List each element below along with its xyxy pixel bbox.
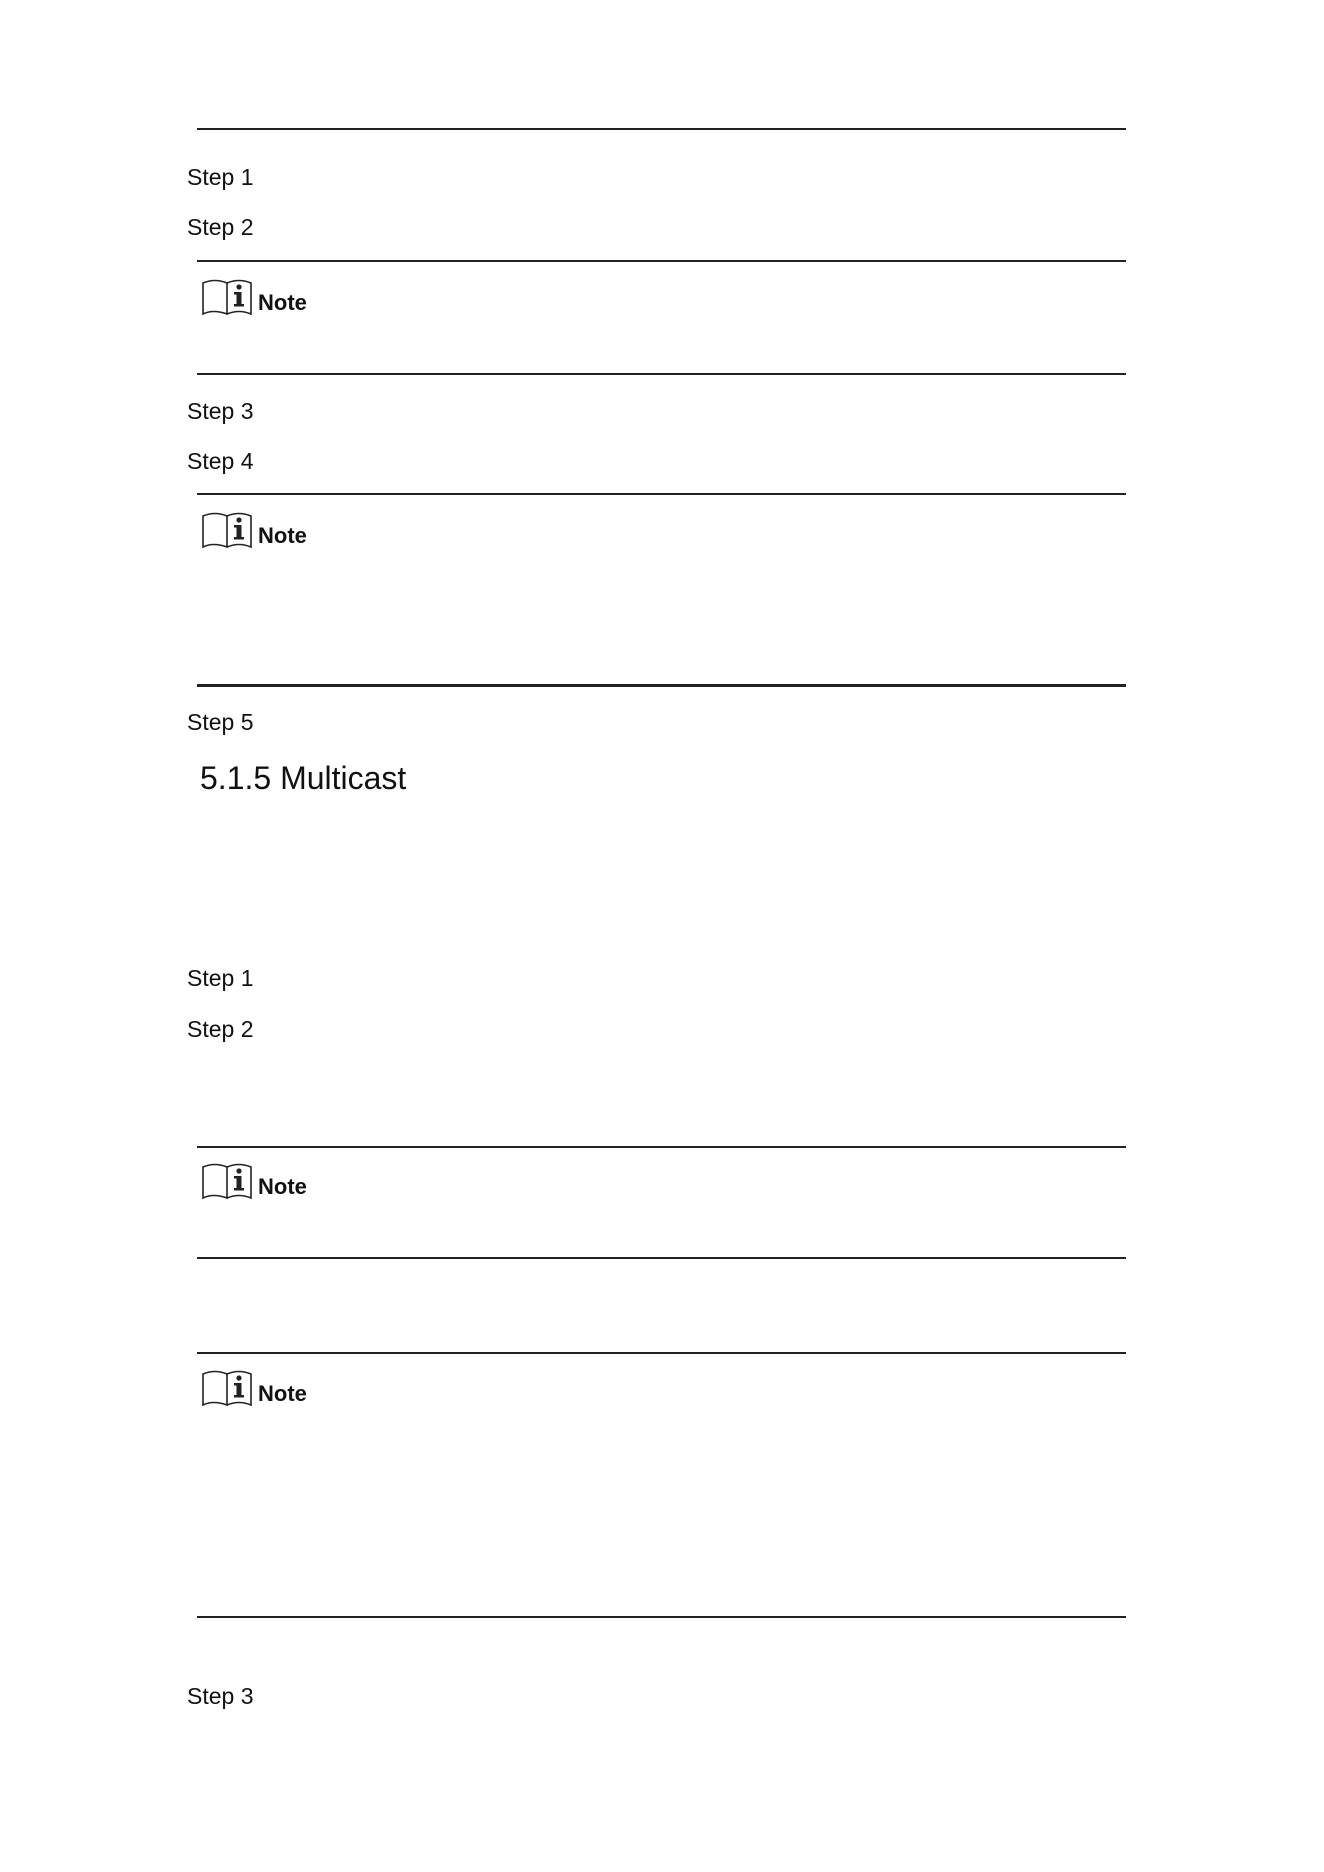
note-3-top-rule [197, 1146, 1126, 1148]
note-2-top-rule [197, 493, 1126, 495]
note-book-info-icon [201, 1161, 256, 1201]
note-1-label: Note [258, 290, 307, 315]
note-2-header [201, 510, 307, 550]
multicast-step-2-label: Step 2 [187, 1016, 254, 1042]
section-heading: 5.1.5 Multicast [200, 760, 407, 796]
note-book-info-icon [201, 1368, 256, 1408]
note-4-header [201, 1368, 307, 1408]
note-4-bottom-rule [197, 1616, 1126, 1618]
note-3-label: Note [258, 1174, 307, 1199]
multicast-step-1-label: Step 1 [187, 965, 254, 991]
note-2-label: Note [258, 523, 307, 548]
note-2-bottom-rule [197, 684, 1126, 687]
divider-top [197, 128, 1126, 130]
note-4-top-rule [197, 1352, 1126, 1354]
step-5-label: Step 5 [187, 709, 254, 735]
step-2-label: Step 2 [187, 214, 254, 240]
multicast-step-3-label: Step 3 [187, 1683, 254, 1709]
note-book-info-icon [201, 510, 256, 550]
note-1-header [201, 277, 307, 317]
note-3-bottom-rule [197, 1257, 1126, 1259]
step-3-label: Step 3 [187, 398, 254, 424]
step-4-label: Step 4 [187, 448, 254, 474]
note-3-header [201, 1161, 307, 1201]
note-1-bottom-rule [197, 373, 1126, 375]
step-1-label: Step 1 [187, 164, 254, 190]
note-4-label: Note [258, 1381, 307, 1406]
note-1-top-rule [197, 260, 1126, 262]
note-book-info-icon [201, 277, 256, 317]
